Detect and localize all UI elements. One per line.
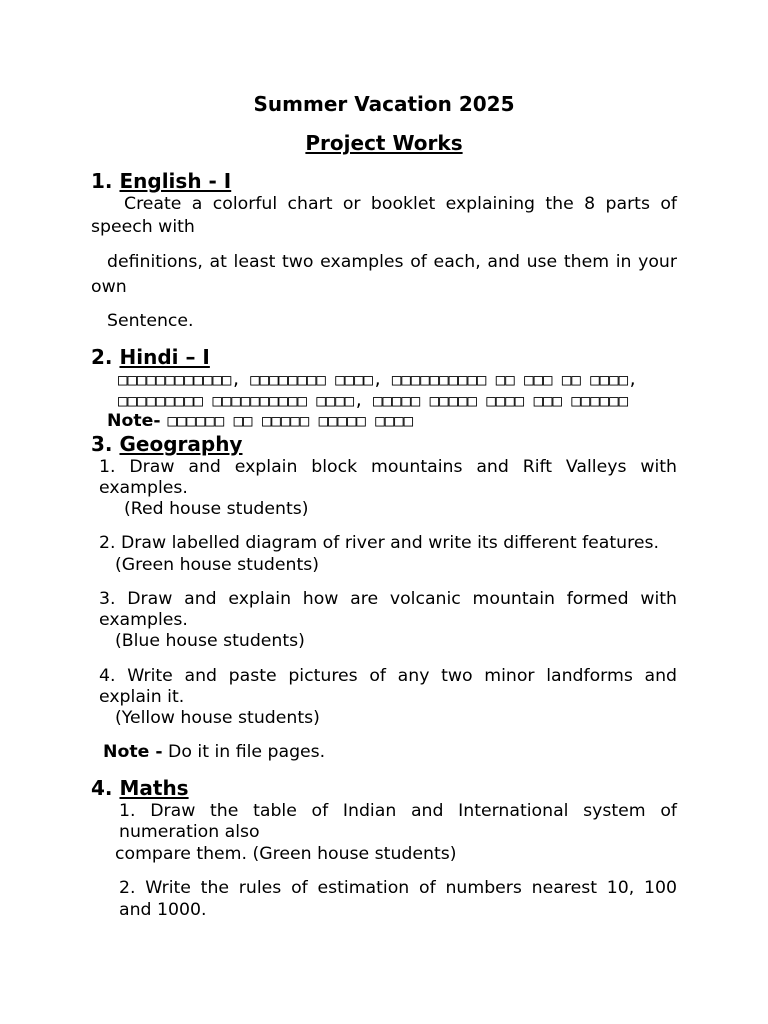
item-number: 2. bbox=[99, 533, 116, 553]
note-label: Note - bbox=[103, 742, 163, 762]
item-line bbox=[119, 801, 677, 821]
section-heading-hindi bbox=[91, 345, 210, 369]
item-number: 1. bbox=[99, 457, 116, 477]
item-line bbox=[99, 666, 677, 686]
hindi-text-line: □□□□□□□□□□□□, □□□□□□□□ □□□□, □□□□□□□□□□ □□ □□□ □□ □□□□, bbox=[118, 370, 638, 389]
paragraph-line: definitions, at least two examples of each, and use them in your bbox=[107, 252, 677, 272]
section-number: 4. bbox=[91, 776, 113, 800]
item-line bbox=[99, 589, 677, 609]
item-number: 1. bbox=[119, 801, 136, 821]
note-text: □□□□□□ □□ □□□□□ □□□□□ □□□□ bbox=[167, 411, 414, 430]
section-number: 3. bbox=[91, 432, 113, 456]
section-heading-english bbox=[91, 169, 231, 193]
section-heading-maths bbox=[91, 776, 189, 800]
note-text: Do it in file pages. bbox=[168, 742, 326, 762]
document-title: Summer Vacation 2025 bbox=[253, 92, 515, 116]
section-heading-geography bbox=[91, 432, 242, 456]
section-number: 1. bbox=[91, 169, 113, 193]
item-text: explain it. bbox=[99, 687, 185, 707]
item-number: 4. bbox=[99, 666, 116, 686]
item-text: and 1000. bbox=[119, 900, 207, 920]
paragraph-line: Create a colorful chart or booklet explaining the 8 parts of bbox=[124, 194, 677, 214]
geography-note bbox=[103, 742, 325, 762]
house-group-label: (Yellow house students) bbox=[115, 708, 320, 728]
item-number: 2. bbox=[119, 878, 136, 898]
item-text: Draw labelled diagram of river and write its different features. bbox=[121, 533, 659, 553]
item-number: 3. bbox=[99, 589, 116, 609]
section-title: English - I bbox=[119, 169, 232, 193]
item-text: examples. bbox=[99, 610, 188, 630]
house-group-label: (Green house students) bbox=[115, 555, 319, 575]
house-group-label: (Red house students) bbox=[124, 499, 309, 519]
hindi-text-line: □□□□□□□□□ □□□□□□□□□□ □□□□, □□□□□ □□□□□ □□□□ □□□ □□□□□□ bbox=[118, 391, 629, 410]
paragraph-line: own bbox=[91, 277, 127, 297]
house-group-label: (Blue house students) bbox=[115, 631, 305, 651]
section-title: Maths bbox=[119, 776, 189, 800]
item-text: Write and paste pictures of any two minor landforms and bbox=[127, 666, 678, 686]
item-line bbox=[119, 878, 677, 898]
section-number: 2. bbox=[91, 345, 113, 369]
hindi-note bbox=[107, 411, 413, 431]
item-text: Draw and explain how are volcanic mountain formed with bbox=[127, 589, 678, 609]
paragraph-line: Sentence. bbox=[107, 311, 194, 331]
item-text: examples. bbox=[99, 478, 188, 498]
item-line bbox=[99, 457, 677, 477]
item-text: compare them. (Green house students) bbox=[115, 844, 457, 864]
item-text: numeration also bbox=[119, 822, 260, 842]
section-title: Geography bbox=[119, 432, 243, 456]
item-line bbox=[99, 533, 659, 553]
note-label: Note- bbox=[107, 411, 161, 431]
section-title: Hindi – I bbox=[119, 345, 210, 369]
item-text: Draw and explain block mountains and Rift Valleys with bbox=[129, 457, 677, 477]
project-works-heading-row bbox=[0, 131, 768, 155]
project-works-heading: Project Works bbox=[305, 131, 463, 155]
paragraph-line: speech with bbox=[91, 217, 195, 237]
item-text: Write the rules of estimation of numbers nearest 10, 100 bbox=[145, 878, 677, 898]
item-text: Draw the table of Indian and International system of bbox=[150, 801, 677, 821]
